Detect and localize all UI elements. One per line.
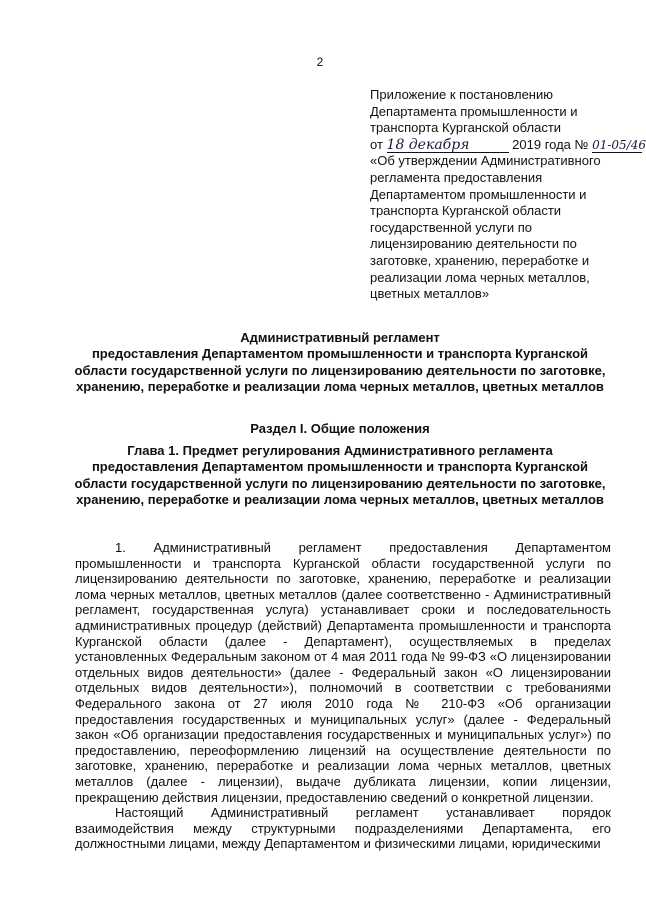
chapter-line: области государственной услуги по лицензированию деятельности по заготовке, bbox=[74, 475, 606, 491]
handwritten-date: 18 декабря bbox=[386, 136, 470, 153]
section-heading: Раздел I. Общие положения bbox=[250, 421, 430, 436]
number-field bbox=[592, 137, 646, 153]
handwritten-number: 01-05/46 bbox=[592, 137, 646, 152]
appendix-line: Приложение к постановлению bbox=[370, 87, 553, 102]
appendix-line: Департамента промышленности и bbox=[370, 103, 578, 119]
body-text bbox=[75, 540, 611, 852]
appendix-subject-line: транспорта Курганской области bbox=[370, 203, 562, 219]
title-line: хранению, переработке и реализации лома черных металлов, цветных металлов bbox=[76, 379, 604, 395]
paragraph: Настоящий Административный регламент устанавливает порядок взаимодействия между структурными подразделениями Департамента, его должностными лицами, между Департаментом и физическими лицами, юридическими bbox=[75, 805, 611, 852]
appendix-block bbox=[370, 87, 646, 303]
date-year: 2019 года № bbox=[512, 136, 589, 152]
chapter-line: хранению, переработке и реализации лома черных металлов, цветных металлов bbox=[76, 492, 604, 508]
title-line: области государственной услуги по лицензированию деятельности по заготовке, bbox=[74, 362, 606, 378]
paragraph: 1. Административный регламент предоставления Департаментом промышленности и транспорта Курганской области государственной услуги по лицензированию деятельности по заготовке, хранению, переработке и реализации лома черных металлов, цветных металлов (далее соответственно - Административный регламент, государственная услуга) устанавливает сроки и последовательность административных процедур (действий) Департамента промышленности и транспорта Курганской области (далее - Департамент), осуществляемых в пределах установленных Федеральным законом от 4 мая 2011 года № 99-ФЗ «О лицензировании отдельных видов деятельности» (далее - Федеральный закон «О лицензировании отдельных видов деятельности»), полномочий в соответствии с требованиями Федерального закона от 27 июля 2010 года № 210-ФЗ «Об организации предоставления государственных и муниципальных услуг» (далее - Федеральный закон «Об организации предоставления государственных и муниципальных услуг») по предоставлению, переоформлению лицензий на осуществление деятельности по заготовке, хранению, переработке и реализации лома черных металлов, цветных металлов (далее - лицензии), выдаче дубликата лицензии, копии лицензии, прекращению действия лицензии, предоставлению сведений о конкретной лицензии. bbox=[75, 540, 611, 805]
appendix-subject-line: Департаментом промышленности и bbox=[370, 186, 587, 202]
appendix-subject-line: заготовке, хранению, переработке и bbox=[370, 252, 590, 268]
title-line: Административный регламент bbox=[240, 330, 440, 345]
appendix-subject-line: лицензированию деятельности по bbox=[370, 236, 577, 252]
appendix-subject-line: «Об утверждении Административного bbox=[370, 153, 601, 169]
appendix-subject-line: государственной услуги по bbox=[370, 219, 533, 235]
date-field bbox=[387, 138, 509, 153]
appendix-date-line bbox=[370, 136, 646, 154]
chapter-heading bbox=[70, 443, 610, 509]
page-number: 2 bbox=[316, 55, 324, 69]
appendix-subject-line: регламента предоставления bbox=[370, 169, 543, 185]
appendix-subject-line: цветных металлов» bbox=[370, 286, 490, 302]
chapter-line: предоставления Департаментом промышленности и транспорта Курганской bbox=[91, 459, 589, 475]
appendix-line: транспорта Курганской области bbox=[370, 120, 562, 136]
appendix-subject-line: реализации лома черных металлов, bbox=[370, 269, 590, 285]
chapter-line: Глава 1. Предмет регулирования Административного регламента bbox=[127, 443, 553, 458]
document-title bbox=[70, 330, 610, 396]
title-line: предоставления Департаментом промышленности и транспорта Курганской bbox=[91, 346, 589, 362]
date-prefix: от bbox=[370, 136, 383, 152]
